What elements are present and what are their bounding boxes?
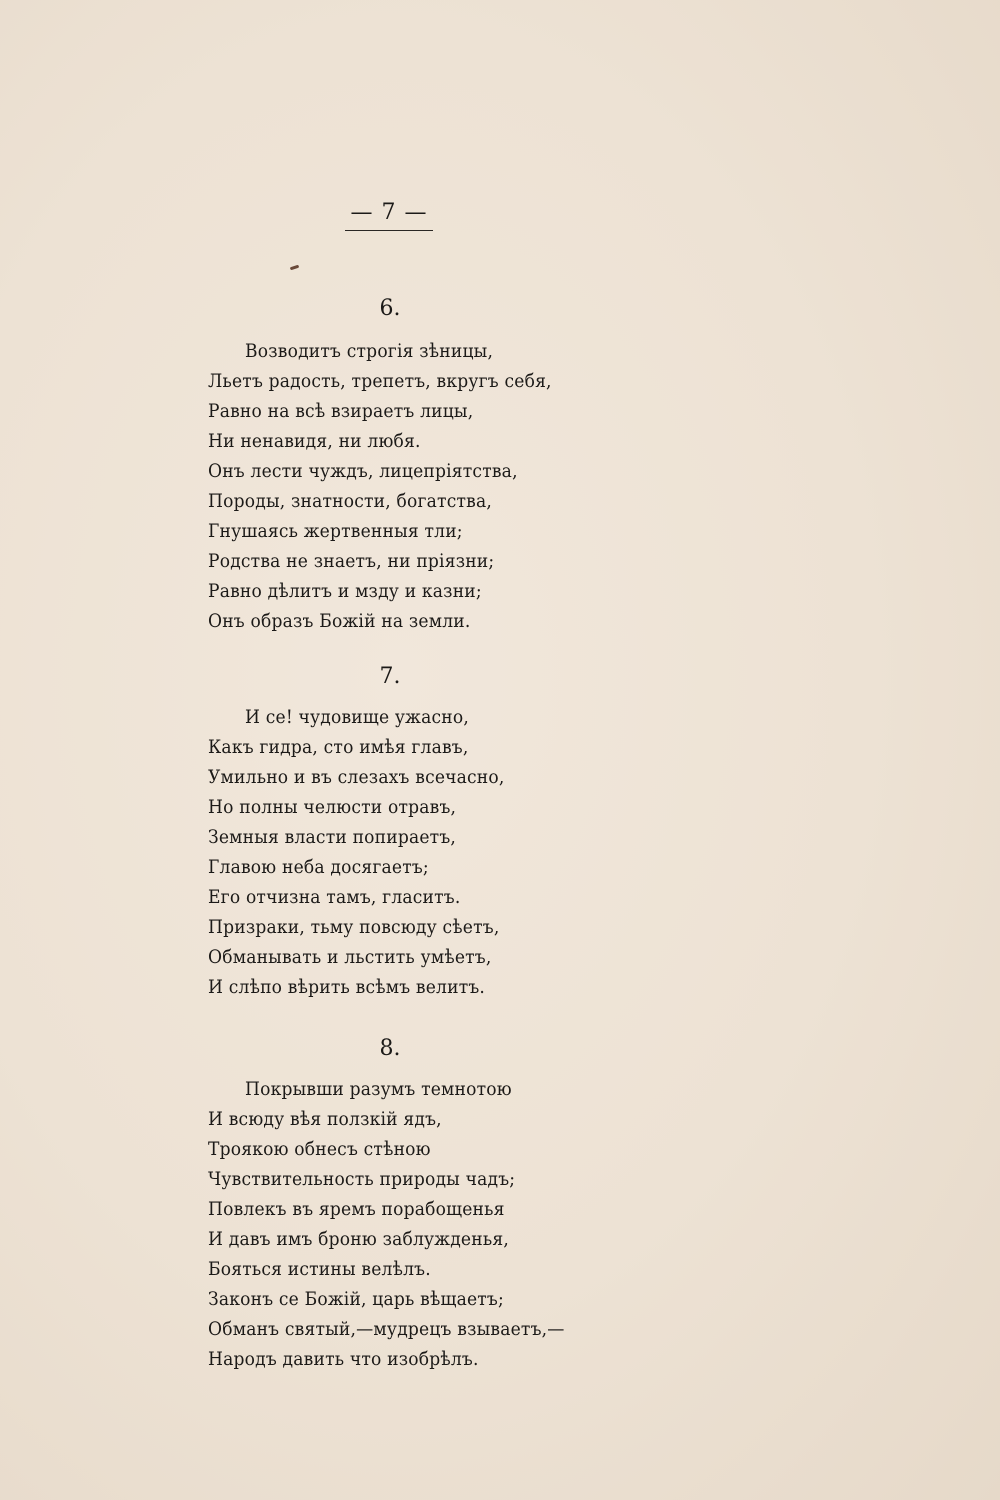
verse-line: Породы, знатности, богатства,: [208, 490, 492, 512]
stanza-number: 7.: [379, 664, 401, 689]
stanza-number: 8.: [379, 1036, 401, 1061]
verse-line: Равно дѣлитъ и мзду и казни;: [208, 580, 482, 602]
verse-line: И давъ имъ броню заблужденья,: [208, 1228, 509, 1250]
verse-line: Умильно и въ слезахъ всечасно,: [208, 766, 505, 788]
verse-line: Льетъ радость, трепетъ, вкругъ себя,: [208, 370, 552, 392]
verse-line: Родства не знаетъ, ни пріязни;: [208, 550, 495, 572]
verse-line: Чувствительность природы чадъ;: [208, 1168, 516, 1190]
verse-line: Возводитъ строгія зѣницы,: [245, 340, 494, 362]
verse-line: Но полны челюсти отравъ,: [208, 796, 457, 818]
verse-line: Его отчизна тамъ, гласитъ.: [208, 886, 461, 908]
stanza-7: [208, 702, 608, 1002]
stanza-number: 6.: [379, 296, 401, 321]
verse-line: Гнушаясь жертвенныя тли;: [208, 520, 463, 542]
verse-line: Равно на всѣ взираетъ лицы,: [208, 400, 474, 422]
verse-line: Народъ давить что изобрѣлъ.: [208, 1348, 479, 1370]
verse-line: Обманывать и льстить умѣетъ,: [208, 946, 492, 968]
verse-line: Троякою обнесъ стѣною: [208, 1138, 431, 1160]
verse-line: И всюду вѣя ползкій ядъ,: [208, 1108, 442, 1130]
stanza-8: [208, 1074, 608, 1374]
verse-line: Земныя власти попираетъ,: [208, 826, 457, 848]
verse-line: Покрывши разумъ темнотою: [245, 1078, 512, 1100]
verse-line: Ни ненавидя, ни любя.: [208, 430, 421, 452]
verse-line: Повлекъ въ яремъ порабощенья: [208, 1198, 505, 1220]
verse-line: Призраки, тьму повсюду сѣетъ,: [208, 916, 500, 938]
verse-line: Онъ образъ Божій на земли.: [208, 610, 471, 632]
verse-line: Обманъ святый,—мудрецъ взываетъ,—: [208, 1318, 565, 1340]
verse-line: Главою неба досягаетъ;: [208, 856, 429, 878]
verse-line: Бояться истины велѣлъ.: [208, 1258, 431, 1280]
verse-line: И се! чудовище ужасно,: [245, 706, 469, 728]
verse-line: Законъ се Божій, царь вѣщаетъ;: [208, 1288, 504, 1310]
verse-line: Онъ лести чуждъ, лицепріятства,: [208, 460, 518, 482]
verse-line: И слѣпо вѣрить всѣмъ велитъ.: [208, 976, 486, 998]
verse-line: Какъ гидра, сто имѣя главъ,: [208, 736, 469, 758]
stanza-6: [208, 336, 608, 636]
ink-speck: [290, 265, 299, 271]
page-number: — 7 —: [345, 200, 433, 231]
